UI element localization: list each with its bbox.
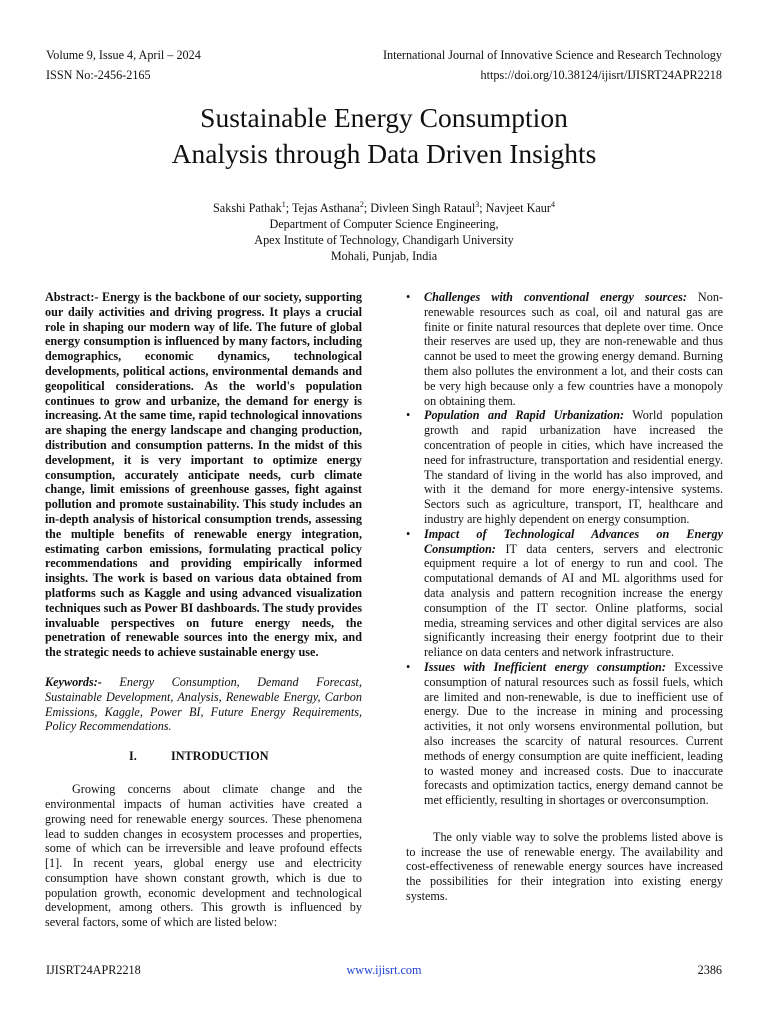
- bullet-icon: •: [406, 659, 411, 674]
- list-item: [406, 660, 723, 808]
- author-name: Divleen Singh Rataul: [370, 201, 476, 215]
- journal-name: International Journal of Innovative Science and Research Technology: [382, 48, 722, 62]
- list-item-heading: Impact of Technological Advances on Energy Consumption:: [424, 526, 723, 556]
- author-name: Tejas Asthana: [291, 201, 360, 215]
- keywords-label: Keywords:-: [45, 674, 102, 689]
- bullet-icon: •: [406, 408, 411, 423]
- footer-paper-id: IJISRT24APR2218: [46, 963, 141, 977]
- abstract: Abstract:- Energy is the backbone of our society, supporting our daily activities and driving progress. It plays a crucial role in shaping our modern way of life. The future of global energy consumption is influenced by many factors, including demographics, economic dynamics, technological developments, political actions, environmental demands and geopolitical considerations. As the world's population continues to grow and urbanize, the demand for energy is increasing. At the same time, rapid technological innovations are shaping the energy landscape and changing production, distribution and consumption patterns. In the midst of this development, it is very important to optimize energy consumption, accurately anticipate needs, curb climate change, limit emissions of greenhouse gasses, fight against pollution and promote sustainability. This study includes an in-depth analysis of historical consumption trends, assessing the multiple benefits of renewable energy integration, estimating carbon emissions, formulating practical policy recommendations and providing empirically informed insights. The work is based on various data obtained from platforms such as Kaggle and using advanced visualization techniques such as Power BI dashboards. The study provides invaluable perspectives on future energy needs, the penetration of renewable sources into the energy mix, and the strategic needs to achieve sustainable energy use.: [45, 290, 362, 660]
- bullet-icon: •: [406, 290, 411, 304]
- list-item: [406, 408, 723, 526]
- closing-paragraph: The only viable way to solve the problems listed above is to increase the use of renewable energy. The availability and cost-effectiveness of renewable energy sources have increased the possibilities for their integration into existing energy systems.: [406, 829, 723, 904]
- author-affiliation-mark: 2: [359, 200, 364, 209]
- author-separator: ;: [363, 201, 371, 215]
- paper-title-line-1: Sustainable Energy Consumption: [200, 102, 568, 133]
- footer-website-link: [0, 963, 768, 978]
- doi-link[interactable]: https://doi.org/10.38124/ijisrt/IJISRT24APR2218: [480, 68, 722, 82]
- factor-list: [406, 290, 723, 808]
- list-item-text: Non-renewable resources such as coal, oil and natural gas are finite or finite natural resources that deplete over time. Once their reserves are used up, they are non-renewable and thus cannot be used to meet the growing energy demand. Burning them also pollutes the environment a lot, and their costs can be very high because only a few countries have a monopoly on obtaining them.: [424, 290, 723, 408]
- list-item: [406, 290, 723, 408]
- author-list: [0, 200, 768, 216]
- section-title: INTRODUCTION: [171, 749, 269, 764]
- author-affiliation-mark: 4: [550, 200, 555, 209]
- affiliation-department: Department of Computer Science Engineering,: [269, 217, 499, 231]
- keywords-list: Energy Consumption, Demand Forecast, Sustainable Development, Analysis, Renewable Energy, Carbon Emissions, Kaggle, Power BI, Future Energy Requirements, Policy Recommendations.: [45, 674, 362, 734]
- author-name: Navjeet Kaur: [485, 201, 551, 215]
- list-item-text: IT data centers, servers and electronic equipment require a lot of energy to run and cool. The computational demands of AI and ML algorithms used for data analysis and pattern recognition increase the energy consumption of the IT sector. Online platforms, social media, streaming services and other digital services are also significantly increasing their energy footprint due to their reliance on data centers and network infrastructure.: [424, 541, 723, 660]
- list-item-heading: Challenges with conventional energy sources:: [424, 290, 687, 304]
- author-separator: ;: [479, 201, 486, 215]
- author-affiliation-mark: 1: [281, 200, 286, 209]
- page-number: 2386: [697, 963, 722, 977]
- author-block: [0, 200, 768, 264]
- website-link[interactable]: www.ijisrt.com: [346, 963, 422, 977]
- author-name: Sakshi Pathak: [213, 201, 282, 215]
- journal-issn: ISSN No:-2456-2165: [46, 68, 151, 82]
- author-separator: ;: [285, 201, 292, 215]
- keywords: [45, 675, 362, 734]
- list-item-text: Excessive consumption of natural resources such as fossil fuels, which are limited and non-renewable, is due to inefficient use of energy. Due to the increase in mining and processing activities, it not only worsens environmental pollution, but also increases the scarcity of natural resources. Current methods of energy consumption are quite inefficient, leading to wasted money and increased costs. Due to inaccurate forecasts and optimization tactics, energy demand cannot be met efficiently, resulting in shortages or overconsumption.: [424, 659, 724, 808]
- list-item-text: World population growth and rapid urbanization have increased the concentration of people in cities, which have increased the need for infrastructure, transportation and residential energy. The standard of living in the world has also improved, and with it the demand for more energy-intensive systems. Sectors such as agriculture, transport, IT, healthcare and industry are highly dependent on energy consumption.: [424, 408, 723, 526]
- list-item: [406, 527, 723, 660]
- author-affiliation-mark: 3: [475, 200, 480, 209]
- bullet-icon: •: [406, 526, 411, 541]
- list-item-heading: Population and Rapid Urbanization:: [424, 408, 625, 423]
- section-number: I.: [129, 749, 137, 764]
- left-column: [45, 290, 362, 930]
- affiliation-location: Mohali, Punjab, India: [330, 249, 438, 263]
- right-column: [406, 290, 723, 904]
- intro-paragraph: Growing concerns about climate change and the environmental impacts of human activities have created a growing need for renewable energy sources. These phenomena lead to sudden changes in ecosystem processes and properties, some of which can be irreversible and leave profound effects [1]. In recent years, global energy use and electricity consumption have shown constant growth, which is due to population growth, economic development and technological development, among others. This growth is influenced by several factors, some of which are listed below:: [45, 782, 362, 930]
- affiliation-institute: Apex Institute of Technology, Chandigarh University: [254, 233, 514, 247]
- list-item-heading: Issues with Inefficient energy consumption:: [424, 659, 666, 674]
- journal-volume-issue: Volume 9, Issue 4, April – 2024: [46, 48, 201, 62]
- paper-title-line-2: Analysis through Data Driven Insights: [171, 138, 597, 169]
- section-heading: [45, 749, 362, 767]
- paper-title: [0, 100, 768, 172]
